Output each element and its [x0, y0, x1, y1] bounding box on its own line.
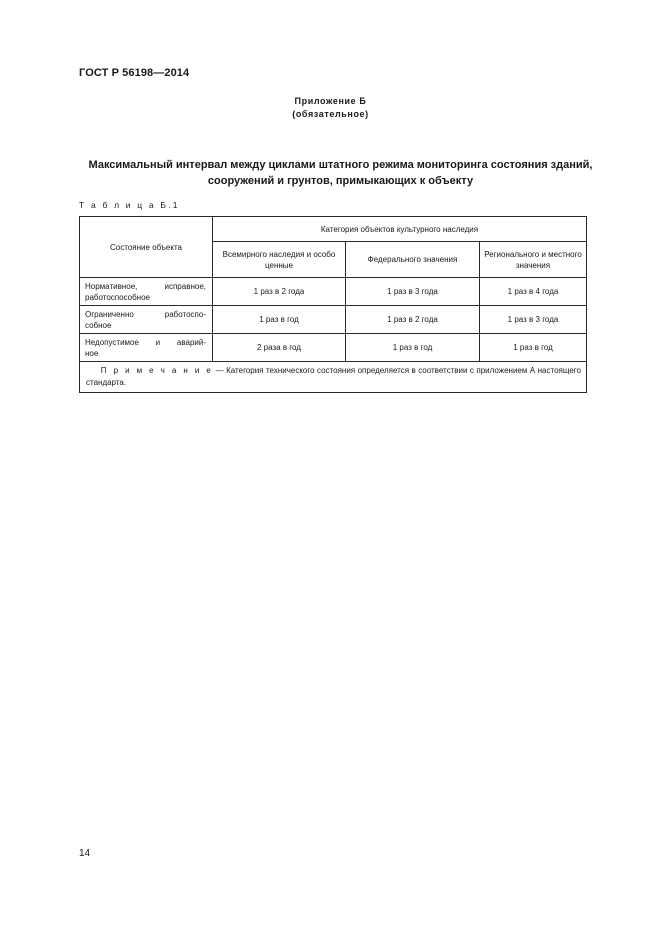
cell-value: 1 раз в год: [213, 306, 346, 334]
header-category-group: Категория объектов культурного наследия: [213, 217, 587, 242]
header-state: Состояние объекта: [80, 217, 213, 278]
monitoring-interval-table: [79, 216, 587, 393]
header-col-federal: Федерального значения: [346, 242, 480, 278]
header-col-regional: Регионального и местного значения: [480, 242, 587, 278]
cell-value: 2 раза в год: [213, 334, 346, 362]
note-text: — Категория технического состояния определяется в соответствии с приложением А настоящего стандарта.: [86, 366, 581, 387]
cell-value: 1 раз в 3 года: [346, 278, 480, 306]
header-col-world: Всемирного наследия и особо ценные: [213, 242, 346, 278]
cell-value: 1 раз в 2 года: [213, 278, 346, 306]
table-caption: Т а б л и ц а Б.1: [79, 200, 180, 210]
row-state: Недопустимое и аварий- ное: [80, 334, 213, 362]
table-note: [80, 362, 587, 393]
appendix-status: (обязательное): [292, 109, 369, 119]
section-title: Максимальный интервал между циклами штатного режима мониторинга состояния зданий, сооружений и грунтов, примыкающих к объекту: [88, 159, 593, 187]
cell-value: 1 раз в 3 года: [480, 306, 587, 334]
cell-value: 1 раз в 2 года: [346, 306, 480, 334]
page-number: 14: [79, 848, 91, 859]
cell-value: 1 раз в год: [480, 334, 587, 362]
row-state: Нормативное, исправное, работоспособное: [80, 278, 213, 306]
cell-value: 1 раз в 4 года: [480, 278, 587, 306]
row-state: Ограниченно работоспо- собное: [80, 306, 213, 334]
table-row: [80, 334, 587, 362]
cell-value: 1 раз в год: [346, 334, 480, 362]
standard-header: ГОСТ Р 56198—2014: [79, 67, 190, 79]
appendix-title: Приложение Б: [294, 96, 367, 106]
table-row: [80, 306, 587, 334]
note-label: П р и м е ч а н и е: [100, 366, 214, 375]
table-row: [80, 278, 587, 306]
